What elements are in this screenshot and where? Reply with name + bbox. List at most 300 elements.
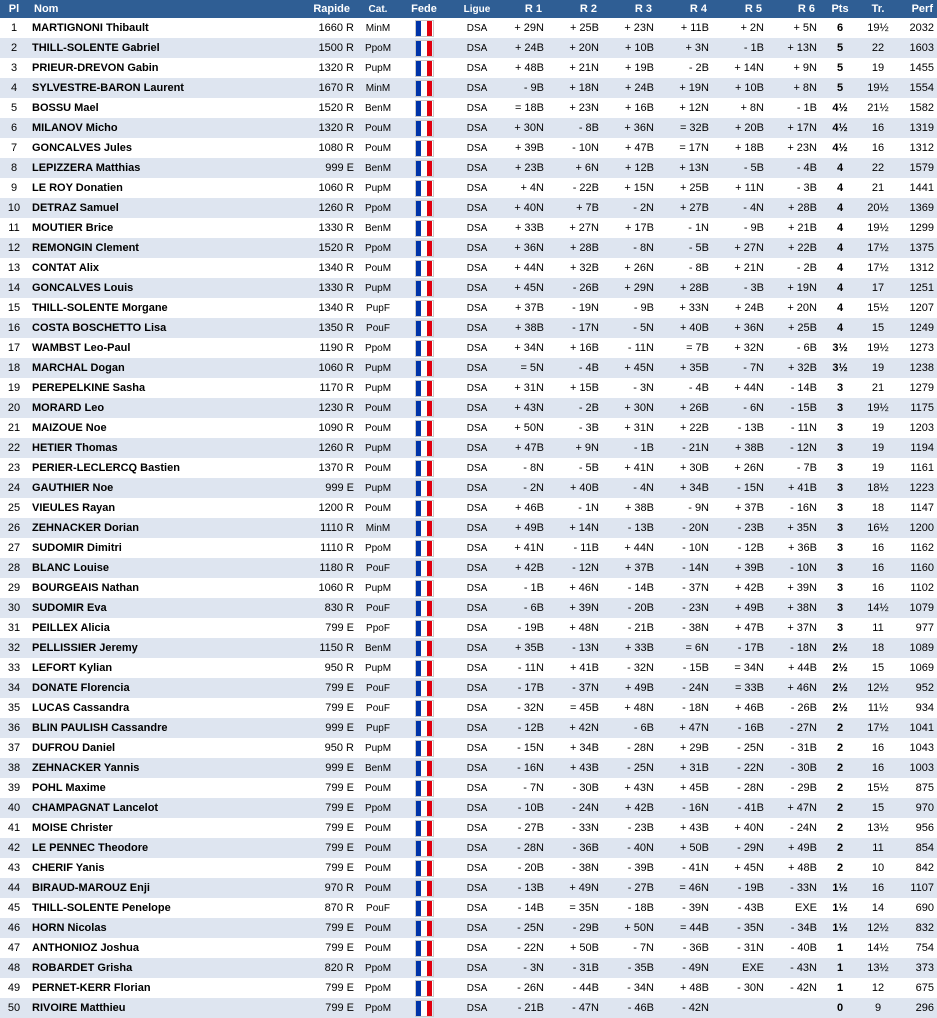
table-row bbox=[0, 798, 937, 818]
round-6-result: EXE bbox=[772, 898, 825, 918]
rating-cell: 1090 R bbox=[234, 418, 360, 438]
tiebreak-cell: 19½ bbox=[855, 398, 901, 418]
france-flag-icon bbox=[415, 960, 434, 977]
flag-cell bbox=[396, 778, 452, 798]
player-name[interactable]: REMONGIN Clement bbox=[28, 238, 234, 258]
category-cell: BenM bbox=[360, 758, 396, 778]
player-name[interactable]: PERIER-LECLERCQ Bastien bbox=[28, 458, 234, 478]
flag-cell bbox=[396, 878, 452, 898]
tiebreak-cell: 11 bbox=[855, 618, 901, 638]
points-cell: 3 bbox=[825, 518, 855, 538]
tiebreak-cell: 19½ bbox=[855, 18, 901, 38]
rank-cell: 5 bbox=[0, 98, 28, 118]
col-r2[interactable]: R 2 bbox=[552, 0, 607, 18]
category-cell: PupM bbox=[360, 378, 396, 398]
category-cell: BenM bbox=[360, 218, 396, 238]
round-6-result: + 36B bbox=[772, 538, 825, 558]
rank-cell: 6 bbox=[0, 118, 28, 138]
round-3-result: + 19B bbox=[607, 58, 662, 78]
round-5-result: + 10B bbox=[717, 78, 772, 98]
round-1-result: + 48B bbox=[502, 58, 552, 78]
round-4-result: + 43B bbox=[662, 818, 717, 838]
round-2-result: - 12N bbox=[552, 558, 607, 578]
player-name[interactable]: BLIN PAULISH Cassandre bbox=[28, 718, 234, 738]
performance-cell: 1043 bbox=[901, 738, 937, 758]
round-1-result: - 14B bbox=[502, 898, 552, 918]
france-flag-icon bbox=[415, 160, 434, 177]
player-name[interactable]: ZEHNACKER Yannis bbox=[28, 758, 234, 778]
round-6-result: - 3B bbox=[772, 178, 825, 198]
rank-cell: 11 bbox=[0, 218, 28, 238]
tiebreak-cell: 10 bbox=[855, 858, 901, 878]
rating-cell: 950 R bbox=[234, 738, 360, 758]
round-2-result: - 26B bbox=[552, 278, 607, 298]
ligue-cell: DSA bbox=[452, 978, 502, 998]
round-3-result: - 3N bbox=[607, 378, 662, 398]
round-2-result: + 14N bbox=[552, 518, 607, 538]
flag-cell bbox=[396, 678, 452, 698]
col-r4[interactable]: R 4 bbox=[662, 0, 717, 18]
round-1-result: + 29N bbox=[502, 18, 552, 38]
round-3-result: + 43N bbox=[607, 778, 662, 798]
france-flag-icon bbox=[415, 820, 434, 837]
tiebreak-cell: 22 bbox=[855, 38, 901, 58]
flag-cell bbox=[396, 318, 452, 338]
player-name[interactable]: WAMBST Leo-Paul bbox=[28, 338, 234, 358]
rank-cell: 2 bbox=[0, 38, 28, 58]
player-name[interactable]: GAUTHIER Noe bbox=[28, 478, 234, 498]
rank-cell: 13 bbox=[0, 258, 28, 278]
performance-cell: 842 bbox=[901, 858, 937, 878]
france-flag-icon bbox=[415, 760, 434, 777]
player-name[interactable]: BLANC Louise bbox=[28, 558, 234, 578]
rank-cell: 10 bbox=[0, 198, 28, 218]
header-row bbox=[0, 0, 937, 18]
rank-cell: 37 bbox=[0, 738, 28, 758]
round-1-result: - 21B bbox=[502, 998, 552, 1018]
ligue-cell: DSA bbox=[452, 558, 502, 578]
performance-cell: 675 bbox=[901, 978, 937, 998]
round-1-result: + 4N bbox=[502, 178, 552, 198]
player-name[interactable]: ROBARDET Grisha bbox=[28, 958, 234, 978]
flag-cell bbox=[396, 658, 452, 678]
round-4-result: + 28B bbox=[662, 278, 717, 298]
rating-cell: 1500 R bbox=[234, 38, 360, 58]
round-1-result: + 46B bbox=[502, 498, 552, 518]
category-cell: PupM bbox=[360, 658, 396, 678]
player-name[interactable]: MARCHAL Dogan bbox=[28, 358, 234, 378]
category-cell: PupM bbox=[360, 738, 396, 758]
player-name[interactable]: LE PENNEC Theodore bbox=[28, 838, 234, 858]
table-row bbox=[0, 298, 937, 318]
table-row bbox=[0, 538, 937, 558]
points-cell: 1 bbox=[825, 978, 855, 998]
category-cell: PouM bbox=[360, 258, 396, 278]
player-name[interactable]: CHERIF Yanis bbox=[28, 858, 234, 878]
points-cell: 2 bbox=[825, 798, 855, 818]
performance-cell: 1003 bbox=[901, 758, 937, 778]
round-2-result: - 17N bbox=[552, 318, 607, 338]
ligue-cell: DSA bbox=[452, 798, 502, 818]
round-2-result: - 44B bbox=[552, 978, 607, 998]
france-flag-icon bbox=[415, 180, 434, 197]
flag-cell bbox=[396, 978, 452, 998]
player-name[interactable]: LEFORT Kylian bbox=[28, 658, 234, 678]
round-5-result: + 45N bbox=[717, 858, 772, 878]
performance-cell: 373 bbox=[901, 958, 937, 978]
player-name[interactable]: THILL-SOLENTE Morgane bbox=[28, 298, 234, 318]
player-name[interactable]: SUDOMIR Eva bbox=[28, 598, 234, 618]
player-name[interactable]: PEILLEX Alicia bbox=[28, 618, 234, 638]
performance-cell: 875 bbox=[901, 778, 937, 798]
rank-cell: 7 bbox=[0, 138, 28, 158]
flag-cell bbox=[396, 258, 452, 278]
player-name[interactable]: PRIEUR-DREVON Gabin bbox=[28, 58, 234, 78]
round-2-result: - 5B bbox=[552, 458, 607, 478]
category-cell: PouM bbox=[360, 878, 396, 898]
category-cell: PupM bbox=[360, 478, 396, 498]
col-nom[interactable]: Nom bbox=[28, 0, 234, 18]
round-5-result bbox=[717, 998, 772, 1018]
player-name[interactable]: GONCALVES Jules bbox=[28, 138, 234, 158]
round-4-result: + 45B bbox=[662, 778, 717, 798]
round-3-result: - 4N bbox=[607, 478, 662, 498]
performance-cell: 1369 bbox=[901, 198, 937, 218]
france-flag-icon bbox=[415, 660, 434, 677]
player-name[interactable]: ZEHNACKER Dorian bbox=[28, 518, 234, 538]
round-2-result: - 29B bbox=[552, 918, 607, 938]
performance-cell: 1089 bbox=[901, 638, 937, 658]
player-name[interactable]: GONCALVES Louis bbox=[28, 278, 234, 298]
player-name[interactable]: HORN Nicolas bbox=[28, 918, 234, 938]
table-row bbox=[0, 698, 937, 718]
player-name[interactable]: BIRAUD-MAROUZ Enji bbox=[28, 878, 234, 898]
flag-cell bbox=[396, 78, 452, 98]
flag-cell bbox=[396, 18, 452, 38]
round-3-result: - 14B bbox=[607, 578, 662, 598]
rating-cell: 1110 R bbox=[234, 538, 360, 558]
rating-cell: 1340 R bbox=[234, 258, 360, 278]
rank-cell: 28 bbox=[0, 558, 28, 578]
round-2-result: + 43B bbox=[552, 758, 607, 778]
points-cell: 4 bbox=[825, 238, 855, 258]
col-pl[interactable]: Pl bbox=[0, 0, 28, 18]
round-6-result: - 33N bbox=[772, 878, 825, 898]
rating-cell: 1330 R bbox=[234, 218, 360, 238]
standings-body bbox=[0, 18, 937, 1018]
rank-cell: 44 bbox=[0, 878, 28, 898]
tiebreak-cell: 21 bbox=[855, 178, 901, 198]
france-flag-icon bbox=[415, 460, 434, 477]
round-4-result: + 40B bbox=[662, 318, 717, 338]
rank-cell: 31 bbox=[0, 618, 28, 638]
tiebreak-cell: 15½ bbox=[855, 778, 901, 798]
round-1-result: - 26N bbox=[502, 978, 552, 998]
round-2-result: = 45B bbox=[552, 698, 607, 718]
category-cell: PouF bbox=[360, 678, 396, 698]
player-name[interactable]: THILL-SOLENTE Penelope bbox=[28, 898, 234, 918]
round-3-result: + 33B bbox=[607, 638, 662, 658]
round-5-result: + 8N bbox=[717, 98, 772, 118]
france-flag-icon bbox=[415, 140, 434, 157]
tiebreak-cell: 17½ bbox=[855, 718, 901, 738]
rank-cell: 33 bbox=[0, 658, 28, 678]
rank-cell: 16 bbox=[0, 318, 28, 338]
round-2-result: + 46N bbox=[552, 578, 607, 598]
category-cell: PpoM bbox=[360, 998, 396, 1018]
performance-cell: 934 bbox=[901, 698, 937, 718]
player-name[interactable]: DUFROU Daniel bbox=[28, 738, 234, 758]
player-name[interactable]: LUCAS Cassandra bbox=[28, 698, 234, 718]
france-flag-icon bbox=[415, 120, 434, 137]
round-3-result: - 13B bbox=[607, 518, 662, 538]
player-name[interactable]: SYLVESTRE-BARON Laurent bbox=[28, 78, 234, 98]
round-4-result: = 17N bbox=[662, 138, 717, 158]
player-name[interactable]: MORARD Leo bbox=[28, 398, 234, 418]
round-4-result: - 21N bbox=[662, 438, 717, 458]
rating-cell: 1340 R bbox=[234, 298, 360, 318]
france-flag-icon bbox=[415, 480, 434, 497]
round-1-result: + 35B bbox=[502, 638, 552, 658]
round-5-result: - 22N bbox=[717, 758, 772, 778]
round-6-result: - 43N bbox=[772, 958, 825, 978]
flag-cell bbox=[396, 598, 452, 618]
col-tr[interactable]: Tr. bbox=[855, 0, 901, 18]
category-cell: PouF bbox=[360, 558, 396, 578]
round-1-result: = 5N bbox=[502, 358, 552, 378]
round-3-result: + 31N bbox=[607, 418, 662, 438]
france-flag-icon bbox=[415, 40, 434, 57]
round-4-result: + 13N bbox=[662, 158, 717, 178]
table-row bbox=[0, 138, 937, 158]
france-flag-icon bbox=[415, 520, 434, 537]
player-name[interactable]: MILANOV Micho bbox=[28, 118, 234, 138]
points-cell: 4 bbox=[825, 218, 855, 238]
round-6-result: - 18N bbox=[772, 638, 825, 658]
player-name[interactable]: LE ROY Donatien bbox=[28, 178, 234, 198]
category-cell: PupM bbox=[360, 358, 396, 378]
tiebreak-cell: 11½ bbox=[855, 698, 901, 718]
category-cell: PpoM bbox=[360, 338, 396, 358]
category-cell: PpoM bbox=[360, 978, 396, 998]
col-r5[interactable]: R 5 bbox=[717, 0, 772, 18]
round-1-result: - 17B bbox=[502, 678, 552, 698]
performance-cell: 1203 bbox=[901, 418, 937, 438]
player-name[interactable]: RIVOIRE Matthieu bbox=[28, 998, 234, 1018]
rating-cell: 1060 R bbox=[234, 578, 360, 598]
points-cell: 3 bbox=[825, 498, 855, 518]
round-1-result: - 27B bbox=[502, 818, 552, 838]
player-name[interactable]: COSTA BOSCHETTO Lisa bbox=[28, 318, 234, 338]
round-1-result: + 39B bbox=[502, 138, 552, 158]
player-name[interactable]: PEREPELKINE Sasha bbox=[28, 378, 234, 398]
round-2-result: + 20N bbox=[552, 38, 607, 58]
round-6-result: - 16N bbox=[772, 498, 825, 518]
rating-cell: 1080 R bbox=[234, 138, 360, 158]
col-pts[interactable]: Pts bbox=[825, 0, 855, 18]
player-name[interactable]: BOSSU Mael bbox=[28, 98, 234, 118]
round-1-result: + 40N bbox=[502, 198, 552, 218]
round-4-result: + 33N bbox=[662, 298, 717, 318]
category-cell: PpoM bbox=[360, 38, 396, 58]
round-4-result: - 8B bbox=[662, 258, 717, 278]
table-row bbox=[0, 418, 937, 438]
round-2-result: + 32B bbox=[552, 258, 607, 278]
ligue-cell: DSA bbox=[452, 318, 502, 338]
tiebreak-cell: 12 bbox=[855, 978, 901, 998]
col-ligue[interactable]: Ligue bbox=[452, 0, 502, 18]
round-1-result: + 45N bbox=[502, 278, 552, 298]
category-cell: PouF bbox=[360, 698, 396, 718]
col-r1[interactable]: R 1 bbox=[502, 0, 552, 18]
round-5-result: - 43B bbox=[717, 898, 772, 918]
round-5-result: + 26N bbox=[717, 458, 772, 478]
rank-cell: 26 bbox=[0, 518, 28, 538]
performance-cell: 1069 bbox=[901, 658, 937, 678]
performance-cell: 1312 bbox=[901, 138, 937, 158]
round-6-result: - 1B bbox=[772, 98, 825, 118]
round-6-result: - 24N bbox=[772, 818, 825, 838]
tiebreak-cell: 11 bbox=[855, 838, 901, 858]
round-3-result: - 7N bbox=[607, 938, 662, 958]
rating-cell: 1170 R bbox=[234, 378, 360, 398]
france-flag-icon bbox=[415, 500, 434, 517]
player-name[interactable]: LEPIZZERA Matthias bbox=[28, 158, 234, 178]
player-name[interactable]: ANTHONIOZ Joshua bbox=[28, 938, 234, 958]
col-perf[interactable]: Perf bbox=[901, 0, 937, 18]
category-cell: PouM bbox=[360, 458, 396, 478]
performance-cell: 1375 bbox=[901, 238, 937, 258]
round-6-result: - 31B bbox=[772, 738, 825, 758]
player-name[interactable]: THILL-SOLENTE Gabriel bbox=[28, 38, 234, 58]
rating-cell: 1110 R bbox=[234, 518, 360, 538]
round-5-result: - 12B bbox=[717, 538, 772, 558]
rating-cell: 1200 R bbox=[234, 498, 360, 518]
player-name[interactable]: MOISE Christer bbox=[28, 818, 234, 838]
round-6-result: + 19N bbox=[772, 278, 825, 298]
player-name[interactable]: POHL Maxime bbox=[28, 778, 234, 798]
player-name[interactable]: PERNET-KERR Florian bbox=[28, 978, 234, 998]
performance-cell: 952 bbox=[901, 678, 937, 698]
france-flag-icon bbox=[415, 240, 434, 257]
table-row bbox=[0, 258, 937, 278]
round-4-result: - 2B bbox=[662, 58, 717, 78]
player-name[interactable]: CONTAT Alix bbox=[28, 258, 234, 278]
rank-cell: 8 bbox=[0, 158, 28, 178]
france-flag-icon bbox=[415, 800, 434, 817]
player-name[interactable]: BOURGEAIS Nathan bbox=[28, 578, 234, 598]
table-row bbox=[0, 318, 937, 338]
rank-cell: 27 bbox=[0, 538, 28, 558]
round-4-result: - 5B bbox=[662, 238, 717, 258]
rating-cell: 820 R bbox=[234, 958, 360, 978]
col-rapide[interactable]: Rapide bbox=[234, 0, 360, 18]
player-name[interactable]: CHAMPAGNAT Lancelot bbox=[28, 798, 234, 818]
player-name[interactable]: DONATE Florencia bbox=[28, 678, 234, 698]
tiebreak-cell: 16 bbox=[855, 578, 901, 598]
rank-cell: 3 bbox=[0, 58, 28, 78]
flag-cell bbox=[396, 758, 452, 778]
points-cell: 1½ bbox=[825, 918, 855, 938]
round-5-result: - 35N bbox=[717, 918, 772, 938]
tiebreak-cell: 19½ bbox=[855, 218, 901, 238]
points-cell: 2 bbox=[825, 738, 855, 758]
table-row bbox=[0, 178, 937, 198]
round-2-result: - 24N bbox=[552, 798, 607, 818]
player-name[interactable]: HETIER Thomas bbox=[28, 438, 234, 458]
flag-cell bbox=[396, 198, 452, 218]
rank-cell: 48 bbox=[0, 958, 28, 978]
ligue-cell: DSA bbox=[452, 418, 502, 438]
round-5-result: - 15N bbox=[717, 478, 772, 498]
flag-cell bbox=[396, 438, 452, 458]
table-row bbox=[0, 458, 937, 478]
table-row bbox=[0, 778, 937, 798]
rank-cell: 24 bbox=[0, 478, 28, 498]
round-2-result: - 37N bbox=[552, 678, 607, 698]
round-2-result: + 23N bbox=[552, 98, 607, 118]
table-row bbox=[0, 358, 937, 378]
round-5-result: + 37B bbox=[717, 498, 772, 518]
performance-cell: 977 bbox=[901, 618, 937, 638]
player-name[interactable]: MARTIGNONI Thibault bbox=[28, 18, 234, 38]
round-1-result: - 28N bbox=[502, 838, 552, 858]
player-name[interactable]: PELLISSIER Jeremy bbox=[28, 638, 234, 658]
round-6-result: - 26B bbox=[772, 698, 825, 718]
round-6-result: - 14B bbox=[772, 378, 825, 398]
player-name[interactable]: SUDOMIR Dimitri bbox=[28, 538, 234, 558]
flag-cell bbox=[396, 218, 452, 238]
round-1-result: - 11N bbox=[502, 658, 552, 678]
round-4-result: + 31B bbox=[662, 758, 717, 778]
flag-cell bbox=[396, 498, 452, 518]
rating-cell: 1330 R bbox=[234, 278, 360, 298]
round-6-result: + 28B bbox=[772, 198, 825, 218]
col-r6[interactable]: R 6 bbox=[772, 0, 825, 18]
player-name[interactable]: DETRAZ Samuel bbox=[28, 198, 234, 218]
france-flag-icon bbox=[415, 100, 434, 117]
points-cell: 2 bbox=[825, 858, 855, 878]
france-flag-icon bbox=[415, 880, 434, 897]
round-6-result: + 47N bbox=[772, 798, 825, 818]
round-6-result: + 39N bbox=[772, 578, 825, 598]
rank-cell: 39 bbox=[0, 778, 28, 798]
player-name[interactable]: VIEULES Rayan bbox=[28, 498, 234, 518]
col-fede[interactable]: Fede bbox=[396, 0, 452, 18]
round-5-result: - 7N bbox=[717, 358, 772, 378]
category-cell: PouM bbox=[360, 138, 396, 158]
round-3-result: - 39B bbox=[607, 858, 662, 878]
round-6-result: - 10N bbox=[772, 558, 825, 578]
round-6-result: - 29B bbox=[772, 778, 825, 798]
rating-cell: 799 E bbox=[234, 798, 360, 818]
round-5-result: - 13B bbox=[717, 418, 772, 438]
player-name[interactable]: MAIZOUE Noe bbox=[28, 418, 234, 438]
flag-cell bbox=[396, 338, 452, 358]
round-6-result: + 23N bbox=[772, 138, 825, 158]
tiebreak-cell: 17½ bbox=[855, 258, 901, 278]
ligue-cell: DSA bbox=[452, 18, 502, 38]
table-row bbox=[0, 998, 937, 1018]
round-4-result: - 38N bbox=[662, 618, 717, 638]
col-cat[interactable]: Cat. bbox=[360, 0, 396, 18]
round-1-result: - 19B bbox=[502, 618, 552, 638]
round-6-result: + 48B bbox=[772, 858, 825, 878]
col-r3[interactable]: R 3 bbox=[607, 0, 662, 18]
round-6-result: + 8N bbox=[772, 78, 825, 98]
player-name[interactable]: MOUTIER Brice bbox=[28, 218, 234, 238]
category-cell: PouM bbox=[360, 858, 396, 878]
